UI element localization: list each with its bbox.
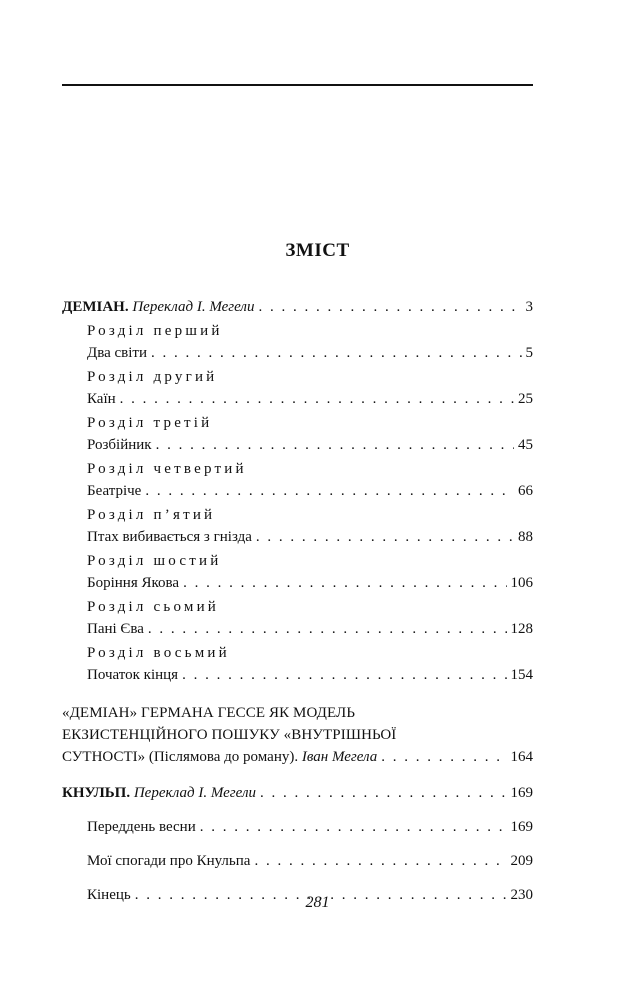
leader-dots <box>120 388 514 410</box>
chapter-row <box>87 388 533 410</box>
chapter-page: 106 <box>510 575 533 591</box>
chapter-3[interactable] <box>87 412 533 456</box>
leader-dots <box>151 342 521 364</box>
leader-dots <box>183 572 506 594</box>
part-page: 169 <box>510 819 533 835</box>
afterword-line-1: «ДЕМІАН» ГЕРМАНА ГЕССЕ ЯК МОДЕЛЬ <box>62 705 356 721</box>
table-of-contents <box>62 296 533 906</box>
leader-dots <box>145 480 514 502</box>
leader-dots <box>254 850 506 872</box>
toc-entry-afterword[interactable] <box>62 702 533 768</box>
chapter-1[interactable] <box>87 320 533 364</box>
leader-dots <box>260 782 507 804</box>
knulp-title: КНУЛЬП. <box>62 785 131 801</box>
chapter-heading: Розділ восьмий <box>87 645 230 661</box>
part-title: Кінець <box>87 887 131 903</box>
chapter-page: 5 <box>525 345 533 361</box>
chapter-heading: Розділ третій <box>87 415 213 431</box>
chapter-page: 128 <box>510 621 533 637</box>
toc-entry-demian[interactable] <box>62 296 533 318</box>
chapter-page: 154 <box>510 667 533 683</box>
knulp-translation: Переклад І. Мегели <box>133 785 256 801</box>
part-title: Мої спогади про Кнульпа <box>87 853 251 869</box>
chapter-title: Два світи <box>87 345 148 361</box>
leader-dots <box>156 434 514 456</box>
demian-title: ДЕМІАН. <box>62 299 129 315</box>
leader-dots <box>182 664 506 686</box>
chapter-row <box>87 618 533 640</box>
afterword-line-2: ЕКЗИСТЕНЦІЙНОГО ПОШУКУ «ВНУТРІШНЬОЇ <box>62 727 397 743</box>
knulp-page: 169 <box>510 785 533 801</box>
chapter-page: 88 <box>518 529 533 545</box>
leader-dots <box>258 296 521 318</box>
chapter-5[interactable] <box>87 504 533 548</box>
chapter-heading: Розділ сьомий <box>87 599 220 615</box>
toc-entry-knulp[interactable] <box>62 782 533 804</box>
chapter-title: Початок кінця <box>87 667 179 683</box>
chapter-2[interactable] <box>87 366 533 410</box>
chapter-row <box>87 480 533 502</box>
chapter-8[interactable] <box>87 642 533 686</box>
chapter-heading: Розділ четвертий <box>87 461 247 477</box>
part-page: 209 <box>510 853 533 869</box>
part-page: 230 <box>510 887 533 903</box>
chapter-page: 45 <box>518 437 533 453</box>
top-rule <box>62 84 533 86</box>
leader-dots <box>381 746 506 768</box>
chapter-row <box>87 572 533 594</box>
chapter-title: Розбійник <box>87 437 152 453</box>
chapter-title: Беатріче <box>87 483 142 499</box>
demian-chapters <box>62 320 533 686</box>
chapter-heading: Розділ другий <box>87 369 218 385</box>
chapter-heading: Розділ шостий <box>87 553 222 569</box>
leader-dots <box>256 526 514 548</box>
chapter-4[interactable] <box>87 458 533 502</box>
chapter-title: Пані Єва <box>87 621 144 637</box>
knulp-part-2[interactable] <box>87 850 533 872</box>
part-title: Переддень весни <box>87 819 196 835</box>
chapter-heading: Розділ перший <box>87 323 223 339</box>
leader-dots <box>148 618 507 640</box>
afterword-page: 164 <box>510 749 533 765</box>
chapter-6[interactable] <box>87 550 533 594</box>
page-title: ЗМІСТ <box>285 240 350 261</box>
knulp-parts <box>62 816 533 906</box>
chapter-row <box>87 434 533 456</box>
chapter-row <box>87 664 533 686</box>
leader-dots <box>200 816 507 838</box>
knulp-part-1[interactable] <box>87 816 533 838</box>
chapter-page: 25 <box>518 391 533 407</box>
page-number: 281 <box>305 894 330 911</box>
chapter-row <box>87 526 533 548</box>
chapter-row <box>87 342 533 364</box>
afterword-line-3 <box>62 746 533 768</box>
demian-page: 3 <box>525 299 533 315</box>
demian-translation: Переклад І. Мегели <box>132 299 255 315</box>
chapter-heading: Розділ п’ятий <box>87 507 216 523</box>
chapter-page: 66 <box>518 483 533 499</box>
chapter-title: Птах вибивається з гнізда <box>87 529 252 545</box>
afterword-title-end: СУТНОСТІ» (Післямова до роману). <box>62 749 299 765</box>
afterword-author: Іван Мегела <box>301 749 378 765</box>
chapter-title: Каїн <box>87 391 116 407</box>
chapter-7[interactable] <box>87 596 533 640</box>
chapter-title: Боріння Якова <box>87 575 180 591</box>
